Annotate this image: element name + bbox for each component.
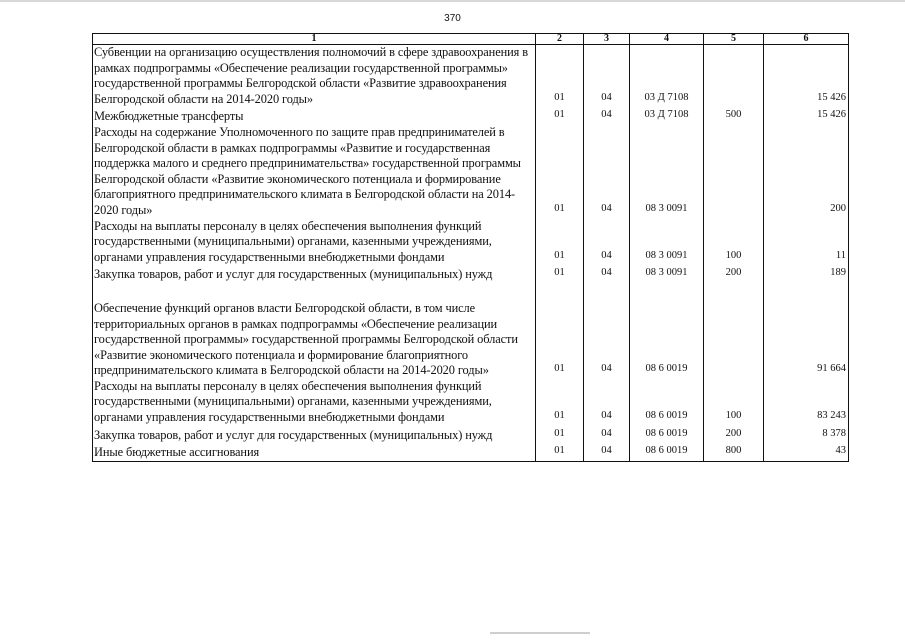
- row-target-article-code: 08 6 0019: [630, 443, 704, 461]
- row-expense-type-code: 100: [704, 379, 764, 426]
- table-row: [93, 45, 849, 108]
- row-expense-type-code: 500: [704, 107, 764, 125]
- row-subsection-code: 04: [584, 265, 630, 289]
- row-expense-type-code: [704, 125, 764, 219]
- table-row: [93, 125, 849, 219]
- row-amount: 83 243: [764, 379, 849, 426]
- table-row: [93, 289, 849, 379]
- row-expense-type-code: [704, 289, 764, 379]
- row-target-article-code: 08 6 0019: [630, 289, 704, 379]
- row-expense-type-code: 200: [704, 265, 764, 289]
- row-target-article-code: 08 6 0019: [630, 379, 704, 426]
- row-amount: 43: [764, 443, 849, 461]
- row-amount: 91 664: [764, 289, 849, 379]
- row-target-article-code: 08 3 0091: [630, 125, 704, 219]
- row-subsection-code: 04: [584, 289, 630, 379]
- row-expense-type-code: 800: [704, 443, 764, 461]
- row-expense-type-code: [704, 45, 764, 108]
- row-amount: 11: [764, 219, 849, 266]
- row-amount: 189: [764, 265, 849, 289]
- row-subsection-code: 04: [584, 443, 630, 461]
- row-section-code: 01: [536, 107, 584, 125]
- table-row: [93, 107, 849, 125]
- row-section-code: 01: [536, 379, 584, 426]
- row-expense-type-code: 200: [704, 426, 764, 444]
- column-header-3: 3: [584, 34, 630, 45]
- budget-table: [92, 33, 849, 462]
- row-name: Обеспечение функций органов власти Белгородской области, в том числе территориальных органов в рамках подпрограммы «Обеспечение реализации государственной программы» государственной программы Белгородской области «Развитие экономического потенциала и формирование благоприятного предпринимательского климата в Белгородской области на 2014-2020 годы»: [93, 289, 536, 379]
- top-edge-rule: [0, 0, 905, 2]
- table-row: [93, 426, 849, 444]
- table-row: [93, 219, 849, 266]
- column-header-4: 4: [630, 34, 704, 45]
- row-name: Расходы на выплаты персоналу в целях обеспечения выполнения функций государственными (муниципальными) органами, казенными учреждениями, органами управления государственными внебюджетными фондами: [93, 379, 536, 426]
- row-target-article-code: 08 6 0019: [630, 426, 704, 444]
- row-subsection-code: 04: [584, 379, 630, 426]
- table-row: [93, 443, 849, 461]
- row-subsection-code: 04: [584, 45, 630, 108]
- row-name: Расходы на выплаты персоналу в целях обеспечения выполнения функций государственными (муниципальными) органами, казенными учреждениями, органами управления государственными внебюджетными фондами: [93, 219, 536, 266]
- column-header-1: 1: [93, 34, 536, 45]
- row-subsection-code: 04: [584, 219, 630, 266]
- row-name: Иные бюджетные ассигнования: [93, 443, 536, 461]
- row-amount: 8 378: [764, 426, 849, 444]
- table-header-row: [93, 34, 849, 45]
- row-section-code: 01: [536, 125, 584, 219]
- bottom-scan-mark: [490, 632, 590, 634]
- row-section-code: 01: [536, 443, 584, 461]
- row-target-article-code: 08 3 0091: [630, 265, 704, 289]
- row-amount: 15 426: [764, 45, 849, 108]
- row-subsection-code: 04: [584, 426, 630, 444]
- column-header-5: 5: [704, 34, 764, 45]
- row-name: Расходы на содержание Уполномоченного по защите прав предпринимателей в Белгородской области в рамках подпрограммы «Развитие и государственная поддержка малого и среднего предпринимательства» государственной программы Белгородской области «Развитие экономического потенциала и формирование благоприятного предпринимательского климата в Белгородской области на 2014-2020 годы»: [93, 125, 536, 219]
- row-section-code: 01: [536, 289, 584, 379]
- row-subsection-code: 04: [584, 125, 630, 219]
- row-amount: 15 426: [764, 107, 849, 125]
- row-section-code: 01: [536, 45, 584, 108]
- row-subsection-code: 04: [584, 107, 630, 125]
- row-target-article-code: 03 Д 7108: [630, 107, 704, 125]
- row-target-article-code: 03 Д 7108: [630, 45, 704, 108]
- row-target-article-code: 08 3 0091: [630, 219, 704, 266]
- row-section-code: 01: [536, 265, 584, 289]
- row-section-code: 01: [536, 426, 584, 444]
- row-section-code: 01: [536, 219, 584, 266]
- row-name: Закупка товаров, работ и услуг для государственных (муниципальных) нужд: [93, 426, 536, 444]
- column-header-6: 6: [764, 34, 849, 45]
- row-name: Закупка товаров, работ и услуг для государственных (муниципальных) нужд: [93, 265, 536, 289]
- row-name: Субвенции на организацию осуществления полномочий в сфере здравоохранения в рамках подпрограммы «Обеспечение реализации государственной программы» государственной программы Белгородской области «Развитие здравоохранения Белгородской области на 2014-2020 годы»: [93, 45, 536, 108]
- table-row: [93, 265, 849, 289]
- row-expense-type-code: 100: [704, 219, 764, 266]
- row-name: Межбюджетные трансферты: [93, 107, 536, 125]
- column-header-2: 2: [536, 34, 584, 45]
- page-number: 370: [444, 13, 461, 24]
- table-row: [93, 379, 849, 426]
- row-amount: 200: [764, 125, 849, 219]
